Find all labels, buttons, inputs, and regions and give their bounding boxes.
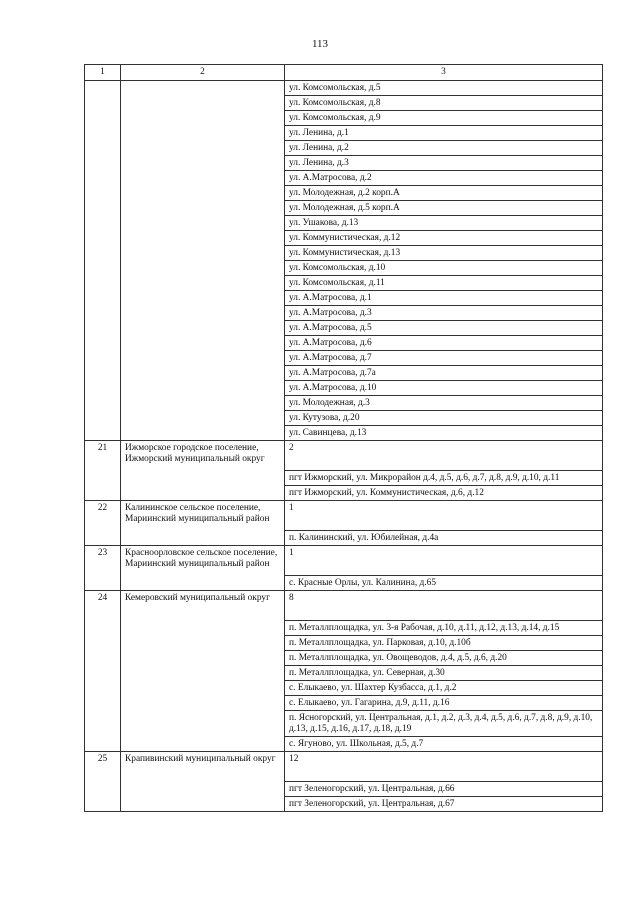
row-number-cell: 21 [85,441,121,501]
address-cell: пгт Зеленогорский, ул. Центральная, д.66 [285,782,603,797]
addresses-table [84,64,603,812]
address-cell: ул. Комсомольская, д.5 [285,81,603,96]
address-cell: п. Металлплощадка, ул. Овощеводов, д.4, д.5, д.6, д.20 [285,651,603,666]
address-cell: ул. Коммунистическая, д.13 [285,246,603,261]
page-number: 113 [311,38,329,50]
row-number-cell: 25 [85,752,121,812]
table-header-row [85,65,603,81]
address-cell: с. Ягуново, ул. Школьная, д.5, д.7 [285,737,603,752]
table-row [85,441,603,471]
address-cell: ул. Савинцева, д.13 [285,426,603,441]
address-cell: ул. А.Матросова, д.7 [285,351,603,366]
row-number-cell: 23 [85,546,121,591]
address-cell: п. Металлплощадка, ул. Парковая, д.10, д.10б [285,636,603,651]
address-cell: ул. Ленина, д.1 [285,126,603,141]
column-header-1: 1 [85,65,121,81]
row-number-cell: 24 [85,591,121,752]
address-cell: ул. Ушакова, д.13 [285,216,603,231]
address-cell: ул. Коммунистическая, д.12 [285,231,603,246]
address-cell: ул. А.Матросова, д.5 [285,321,603,336]
address-cell: ул. Молодежная, д.3 [285,396,603,411]
municipality-cell [121,81,285,441]
address-cell: ул. Кутузова, д.20 [285,411,603,426]
table-row [85,591,603,621]
municipality-cell: Крапивинский муниципальный округ [121,752,285,812]
address-cell: ул. А.Матросова, д.10 [285,381,603,396]
address-cell: пгт Зеленогорский, ул. Центральная, д.67 [285,797,603,812]
address-cell: пгт Ижморский, ул. Микрорайон д.4, д.5, д.6, д.7, д.8, д.9, д.10, д.11 [285,471,603,486]
house-count-cell: 1 [285,546,603,576]
house-count-cell: 1 [285,501,603,531]
address-cell: ул. Комсомольская, д.11 [285,276,603,291]
address-cell: с. Красные Орлы, ул. Калинина, д.65 [285,576,603,591]
address-cell: пгт Ижморский, ул. Коммунистическая, д.6, д.12 [285,486,603,501]
table-row [85,81,603,96]
municipality-cell: Красноорловское сельское поселение, Мариинский муниципальный район [121,546,285,591]
address-cell: ул. Ленина, д.2 [285,141,603,156]
table-row [85,546,603,576]
address-cell: ул. Комсомольская, д.10 [285,261,603,276]
column-header-2: 2 [121,65,285,81]
address-cell: ул. Комсомольская, д.9 [285,111,603,126]
address-cell: ул. А.Матросова, д.6 [285,336,603,351]
address-cell: ул. Молодежная, д.5 корп.А [285,201,603,216]
address-cell: ул. Комсомольская, д.8 [285,96,603,111]
address-cell: с. Елыкаево, ул. Шахтер Кузбасса, д.1, д.2 [285,681,603,696]
address-cell: п. Металлплощадка, ул. Северная, д.30 [285,666,603,681]
address-cell: ул. А.Матросова, д.1 [285,291,603,306]
table-row [85,752,603,782]
address-cell: ул. А.Матросова, д.3 [285,306,603,321]
address-cell: ул. Молодежная, д.2 корп.А [285,186,603,201]
table-row [85,501,603,531]
column-header-3: 3 [285,65,603,81]
address-cell: п. Ясногорский, ул. Центральная, д.1, д.2, д.3, д.4, д.5, д.6, д.7, д.8, д.9, д.10, д.13, д.15, д.16, д.17, д.18, д.19 [285,711,603,737]
address-cell: ул. Ленина, д.3 [285,156,603,171]
address-cell: ул. А.Матросова, д.7а [285,366,603,381]
municipality-cell: Калининское сельское поселение, Мариинский муниципальный район [121,501,285,546]
house-count-cell: 12 [285,752,603,782]
row-number-cell: 22 [85,501,121,546]
municipality-cell: Ижморское городское поселение, Ижморский муниципальный округ [121,441,285,501]
address-cell: ул. А.Матросова, д.2 [285,171,603,186]
house-count-cell: 8 [285,591,603,621]
row-number-cell [85,81,121,441]
municipality-cell: Кемеровский муниципальный округ [121,591,285,752]
address-cell: п. Металлплощадка, ул. 3-я Рабочая, д.10, д.11, д.12, д.13, д.14, д.15 [285,621,603,636]
address-cell: п. Калининский, ул. Юбилейная, д.4а [285,531,603,546]
address-cell: с. Елыкаево, ул. Гагарина, д.9, д.11, д.16 [285,696,603,711]
house-count-cell: 2 [285,441,603,471]
